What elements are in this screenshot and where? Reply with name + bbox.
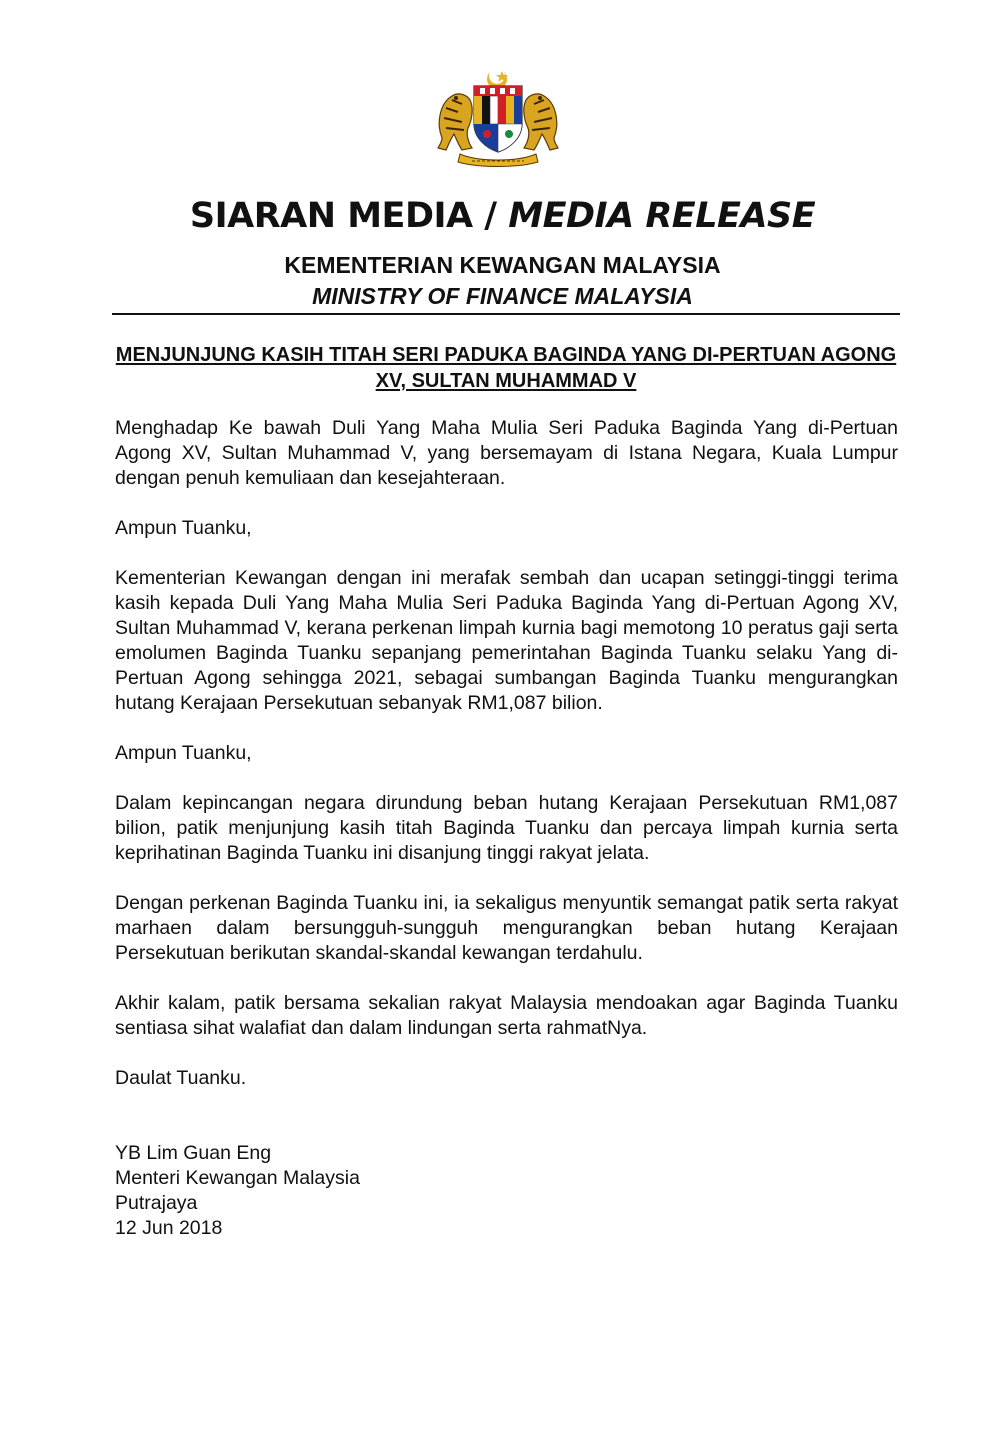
header-divider <box>112 313 900 315</box>
signatory-position: Menteri Kewangan Malaysia <box>115 1167 360 1189</box>
title-english: MEDIA RELEASE <box>508 196 816 236</box>
paragraph-debt: Dalam kepincangan negara dirundung beban hutang Kerajaan Persekutuan RM1,087 bilion, patik menjunjung kasih titah Baginda Tuanku dan percaya limpah kurnia serta keprihatinan Baginda Tuanku ini disanjung tinggi rakyat jelata. <box>115 792 898 864</box>
release-body <box>115 416 898 1116</box>
paragraph-closing: Akhir kalam, patik bersama sekalian rakyat Malaysia mendoakan agar Baginda Tuanku sentiasa sihat walafiat dan dalam lindungan serta rahmatNya. <box>115 992 898 1039</box>
title-malay: SIARAN MEDIA / <box>189 196 497 236</box>
paragraph-daulat: Daulat Tuanku. <box>115 1067 247 1089</box>
paragraph-salutation: Ampun Tuanku, <box>115 742 252 764</box>
ministry-name-english: MINISTRY OF FINANCE MALAYSIA <box>312 283 693 309</box>
page-title <box>0 196 1005 236</box>
ministry-name-malay: KEMENTERIAN KEWANGAN MALAYSIA <box>284 252 721 278</box>
paragraph-salutation: Ampun Tuanku, <box>115 517 252 539</box>
signatory-place: Putrajaya <box>115 1192 198 1214</box>
paragraph-consent: Dengan perkenan Baginda Tuanku ini, ia sekaligus menyuntik semangat patik serta rakyat marhaen dalam bersungguh-sungguh mengurangkan beban hutang Kerajaan Persekutuan berikutan skandal-skandal kewangan terdahulu. <box>115 892 898 964</box>
paragraph-greeting: Menghadap Ke bawah Duli Yang Maha Mulia Seri Paduka Baginda Yang di-Pertuan Agong XV, Sultan Muhammad V, yang bersemayam di Istana Negara, Kuala Lumpur dengan penuh kemuliaan dan kesejahteraan. <box>115 417 898 489</box>
release-date: 12 Jun 2018 <box>115 1217 223 1239</box>
signatory-name: YB Lim Guan Eng <box>115 1142 272 1164</box>
release-headline: MENJUNJUNG KASIH TITAH SERI PADUKA BAGINDA YANG DI-PERTUAN AGONG XV, SULTAN MUHAMMAD V <box>115 344 897 392</box>
paragraph-thanks: Kementerian Kewangan dengan ini merafak sembah dan ucapan setinggi-tinggi terima kasih kepada Duli Yang Maha Mulia Seri Paduka Baginda Yang di-Pertuan Agong XV, Sultan Muhammad V, kerana perkenan limpah kurnia bagi memotong 10 peratus gaji serta emolumen Baginda Tuanku sepanjang pemerintahan Baginda Tuanku selaku Yang di-Pertuan Agong sehingga 2021, sebagai sumbangan Baginda Tuanku mengurangkan hutang Kerajaan Persekutuan sebanyak RM1,087 bilion. <box>115 567 898 714</box>
signature-block <box>115 1141 360 1241</box>
coat-of-arms-icon <box>432 68 564 168</box>
